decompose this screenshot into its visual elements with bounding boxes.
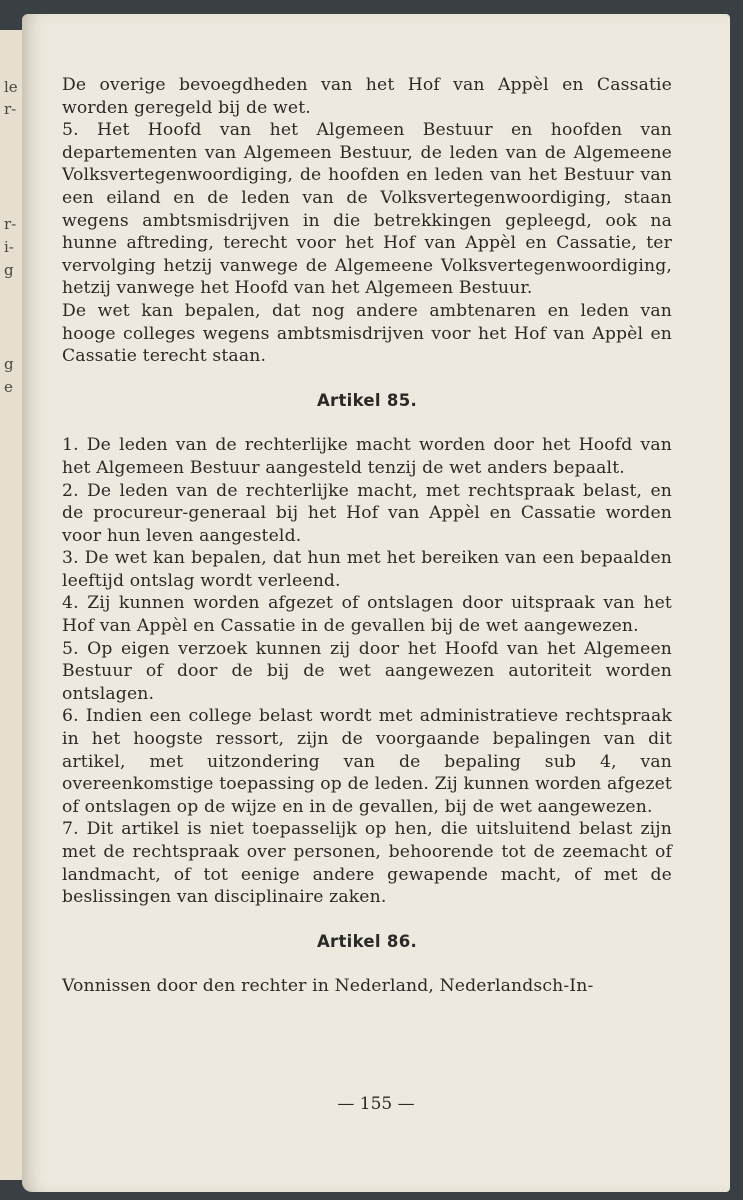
margin-fragment: r-	[4, 100, 17, 118]
paragraph: 1. De leden van de rechterlijke macht worden door het Hoofd van het Algemeen Bestuur aangesteld tenzij de wet anders bepaalt.	[62, 435, 672, 478]
paragraph: De overige bevoegdheden van het Hof van Appèl en Cassatie worden geregeld bij de wet.	[62, 75, 672, 118]
book-page	[22, 14, 730, 1192]
paragraph: 4. Zij kunnen worden afgezet of ontslagen door uitspraak van het Hof van Appèl en Cassatie in de gevallen bij de wet aangewezen.	[62, 593, 672, 637]
paragraph: 3. De wet kan bepalen, dat hun met het bereiken van een bepaalden leeftijd ontslag wordt verleend.	[62, 548, 672, 591]
paragraph: 2. De leden van de rechterlijke macht, met rechtspraak belast, en de procureur-generaal bij het Hof van Appèl en Cassatie worden voor hun leven aangesteld.	[62, 480, 672, 546]
paragraph: 5. Op eigen verzoek kunnen zij door het Hoofd van het Algemeen Bestuur of door de bij de wet aangewezen autoriteit worden ontslagen.	[62, 638, 672, 704]
page-number: — 155 —	[337, 1094, 415, 1114]
paragraph: 7. Dit artikel is niet toepasselijk op hen, die uitsluitend belast zijn met de rechtspraak over personen, behoorende tot de zeemacht of landmacht, of tot eenige andere gewapende macht, of met de beslissingen van disciplinaire zaken.	[62, 819, 672, 908]
margin-fragment: r-	[4, 215, 17, 233]
paragraph: 6. Indien een college belast wordt met administratieve rechtspraak in het hoogste ressort, zijn de voorgaande bepalingen van dit artikel, met uitzondering van de bepaling sub 4, van overeenkomstige toepassing op de leden. Zij kunnen worden afgezet of ontslagen op de wijze en in de gevallen, bij de wet aangewezen.	[62, 706, 672, 817]
margin-fragment: g	[4, 355, 14, 373]
margin-fragment: g	[4, 261, 14, 279]
margin-fragment: le	[4, 78, 18, 96]
paragraph: 5. Het Hoofd van het Algemeen Bestuur en hoofden van departementen van Algemeen Bestuur, de leden van de Algemeene Volksvertegenwoordiging, de hoofden en leden van het Bestuur van een eiland en de leden van de Volksvertegenwoordiging, staan wegens ambtsmisdrijven in die betrekkingen gepleegd, ook na hunne aftreding, terecht voor het Hof van Appèl en Cassatie, ter vervolging hetzij vanwege de Algemeene Volksvertegenwoordiging, hetzij vanwege het Hoofd van het Algemeen Bestuur.	[62, 120, 672, 299]
margin-fragment: i-	[4, 238, 14, 256]
page-content	[62, 74, 672, 998]
article-heading: Artikel 86.	[316, 931, 418, 951]
paragraph: De wet kan bepalen, dat nog andere ambtenaren en leden van hooge colleges wegens ambtsmisdrijven voor het Hof van Appèl en Cassatie terecht staan.	[62, 300, 672, 367]
article-heading: Artikel 85.	[316, 390, 418, 410]
margin-fragment: e	[4, 378, 13, 396]
paragraph: Vonnissen door den rechter in Nederland, Nederlandsch-In-	[62, 976, 594, 997]
